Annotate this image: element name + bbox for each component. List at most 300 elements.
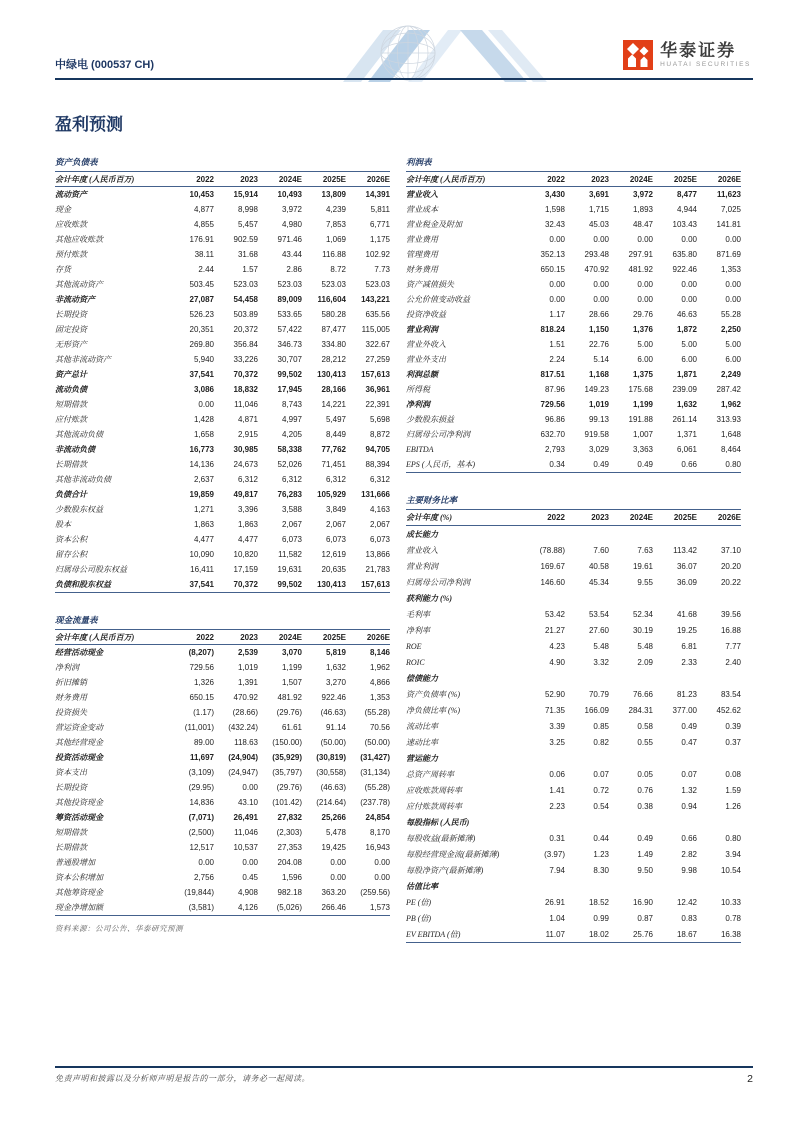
cell-value: 239.09 xyxy=(672,385,697,394)
cell-value: 149.23 xyxy=(584,385,609,394)
cell-value: 3,086 xyxy=(193,385,214,394)
cell-value: 7.60 xyxy=(593,545,609,555)
cell-value: 116.88 xyxy=(322,250,346,259)
cell-value: 1,648 xyxy=(720,430,741,439)
cell-value: 103.43 xyxy=(672,220,697,229)
cell-value: 0.45 xyxy=(242,873,258,882)
cell-value: 0.00 xyxy=(637,295,653,304)
cell-value: 1,175 xyxy=(369,235,390,244)
cell-value: 4,477 xyxy=(193,535,214,544)
brand-logo xyxy=(623,40,751,70)
cell-value: 0.58 xyxy=(637,721,653,731)
cell-value: 533.65 xyxy=(277,310,302,319)
row-label: 应收账款 xyxy=(55,220,87,229)
row-label: 所得税 xyxy=(406,385,430,394)
cell-value: 2,915 xyxy=(237,430,258,439)
cell-value: 0.00 xyxy=(593,235,609,244)
row-label: 估值比率 xyxy=(406,881,438,891)
table-row xyxy=(55,217,390,232)
cell-value: 43.10 xyxy=(237,798,258,807)
brand-subtitle: HUATAI SECURITIES xyxy=(660,60,751,68)
cell-value: (31,427) xyxy=(360,753,390,762)
cell-value: 28,166 xyxy=(321,385,346,394)
table-row xyxy=(406,926,741,942)
column-header-year: 2024E xyxy=(629,513,653,522)
cell-value: 30,985 xyxy=(233,445,258,454)
cell-value: 32.43 xyxy=(544,220,565,229)
income-statement-table xyxy=(406,157,741,473)
cell-value: 971.46 xyxy=(277,235,302,244)
cell-value: 18,832 xyxy=(233,385,258,394)
cell-value: 1,507 xyxy=(281,678,302,687)
cell-value: 313.93 xyxy=(716,415,741,424)
table-row xyxy=(55,705,390,720)
row-label: 每股收益(最新摊薄) xyxy=(406,833,476,843)
cell-value: 3,588 xyxy=(281,505,302,514)
cell-value: (29.76) xyxy=(276,708,302,717)
cell-value: 146.60 xyxy=(540,577,565,587)
cell-value: 0.00 xyxy=(549,295,565,304)
cell-value: 1,632 xyxy=(676,400,697,409)
table-row xyxy=(55,840,390,855)
cell-value: 16.90 xyxy=(632,897,653,907)
cell-value: 19,859 xyxy=(189,490,214,499)
table-row xyxy=(55,322,390,337)
cell-value: 96.86 xyxy=(544,415,565,424)
cell-value: 176.91 xyxy=(189,235,214,244)
row-label: 其他非流动资产 xyxy=(55,355,111,364)
cell-value: 8,872 xyxy=(369,430,390,439)
table-row xyxy=(406,277,741,292)
row-label: 其他筹资现金 xyxy=(55,888,103,897)
cell-value: (29.95) xyxy=(188,783,214,792)
cell-value: 3,430 xyxy=(544,190,565,199)
column-header-year: 2025E xyxy=(673,174,697,184)
table-row xyxy=(406,766,741,782)
cell-value: 523.03 xyxy=(321,280,346,289)
cell-value: 580.28 xyxy=(321,310,346,319)
column-header-year: 2025E xyxy=(673,513,697,522)
cell-value: 632.70 xyxy=(540,430,565,439)
row-label: 其他应收账款 xyxy=(55,235,103,244)
row-label: 资产总计 xyxy=(55,370,87,379)
row-label: PB (倍) xyxy=(406,913,432,923)
cell-value: 0.83 xyxy=(681,913,697,923)
cell-value: 5,478 xyxy=(325,828,346,837)
cell-value: 1,375 xyxy=(632,370,653,379)
cell-value: 729.56 xyxy=(540,400,565,409)
cell-value: (2,500) xyxy=(188,828,214,837)
cell-value: 8,743 xyxy=(281,400,302,409)
cell-value: 0.00 xyxy=(725,280,741,289)
cell-value: 1.59 xyxy=(725,785,741,795)
cell-value: 8,449 xyxy=(325,430,346,439)
cell-value: 20,372 xyxy=(233,325,258,334)
row-label: 营业费用 xyxy=(406,235,438,244)
cell-value: 1,391 xyxy=(237,678,258,687)
cell-value: 1,353 xyxy=(720,265,741,274)
cell-value: 113.42 xyxy=(673,545,697,555)
row-label: 投资活动现金 xyxy=(55,753,103,762)
column-header-label: 会计年度 (人民币百万) xyxy=(406,174,486,184)
cell-value: 8,477 xyxy=(676,190,697,199)
cell-value: (3,581) xyxy=(188,903,214,912)
cell-value: 19,425 xyxy=(321,843,346,852)
cell-value: 0.44 xyxy=(593,833,609,843)
table-row xyxy=(55,645,390,660)
cell-value: 6,312 xyxy=(369,475,390,484)
table-row xyxy=(55,337,390,352)
disclaimer-text: 免责声明和披露以及分析师声明是报告的一部分，请务必一起阅读。 xyxy=(55,1074,310,1083)
row-label: 长期借款 xyxy=(55,460,87,469)
cell-value: 0.00 xyxy=(330,858,346,867)
cell-value: 16,411 xyxy=(190,565,214,574)
cell-value: 45.34 xyxy=(588,577,609,587)
row-label: 管理费用 xyxy=(406,250,438,259)
cell-value: 6,073 xyxy=(369,535,390,544)
cell-value: 1,596 xyxy=(281,873,302,882)
column-header-year: 2023 xyxy=(240,632,258,642)
table-row xyxy=(55,690,390,705)
row-label: 其他经营现金 xyxy=(55,738,103,747)
cell-value: 729.56 xyxy=(189,663,214,672)
cell-value: 0.00 xyxy=(330,873,346,882)
row-label: 少数股东损益 xyxy=(406,415,454,424)
cell-value: (28.66) xyxy=(232,708,258,717)
cell-value: 6,073 xyxy=(325,535,346,544)
table-row xyxy=(55,855,390,870)
row-label: 总资产周转率 xyxy=(406,769,454,779)
row-label: 每股净资产(最新摊薄) xyxy=(406,865,484,875)
table-row xyxy=(406,217,741,232)
cell-value: 635.80 xyxy=(672,250,697,259)
cell-value: 0.80 xyxy=(725,460,741,469)
cell-value: 650.15 xyxy=(189,693,214,702)
cell-value: 4,126 xyxy=(237,903,258,912)
cell-value: 8.30 xyxy=(593,865,609,875)
cell-value: 1,962 xyxy=(720,400,741,409)
table-row xyxy=(55,472,390,487)
cell-value: 481.92 xyxy=(628,265,653,274)
cell-value: 470.92 xyxy=(584,265,609,274)
cell-value: 0.00 xyxy=(549,280,565,289)
cell-value: 46.63 xyxy=(676,310,697,319)
cell-value: 2.44 xyxy=(198,265,214,274)
table-row xyxy=(406,202,741,217)
table-row xyxy=(55,487,390,502)
cell-value: 7.94 xyxy=(549,865,565,875)
table-row xyxy=(406,322,741,337)
cell-value: (50.00) xyxy=(364,738,390,747)
right-column xyxy=(406,157,741,943)
cell-value: 3.39 xyxy=(549,721,565,731)
column-header-year: 2026E xyxy=(366,174,390,184)
huatai-logo-icon xyxy=(623,40,653,70)
row-label: 营业外收入 xyxy=(406,340,446,349)
cell-value: 0.38 xyxy=(637,801,653,811)
cell-value: 5,940 xyxy=(193,355,214,364)
column-header-year: 2025E xyxy=(322,632,346,642)
row-label: 其他投资现金 xyxy=(55,798,103,807)
cell-value: 1.17 xyxy=(549,310,565,319)
cell-value: 11,046 xyxy=(234,828,258,837)
cell-value: 21.27 xyxy=(544,625,565,635)
main-content xyxy=(55,110,741,943)
cell-value: 36,961 xyxy=(365,385,390,394)
cell-value: 81.23 xyxy=(676,689,697,699)
cell-value: 70,372 xyxy=(233,370,258,379)
table-row xyxy=(55,442,390,457)
cell-value: 0.94 xyxy=(681,801,697,811)
cell-value: 1,598 xyxy=(544,205,565,214)
cell-value: (1.17) xyxy=(193,708,214,717)
cell-value: 191.88 xyxy=(628,415,653,424)
table-row xyxy=(55,885,390,900)
table-row xyxy=(55,750,390,765)
cell-value: 55.28 xyxy=(720,310,741,319)
cell-value: 5.48 xyxy=(637,641,653,651)
cell-value: 16.38 xyxy=(720,929,741,939)
cell-value: 3,972 xyxy=(281,205,302,214)
row-label: 偿债能力 xyxy=(406,673,438,683)
table-row xyxy=(406,686,741,702)
cell-value: (78.88) xyxy=(539,545,565,555)
cell-value: (237.78) xyxy=(360,798,390,807)
cell-value: 0.54 xyxy=(593,801,609,811)
table-row xyxy=(406,782,741,798)
cell-value: 11.07 xyxy=(545,929,565,939)
table-row xyxy=(406,606,741,622)
row-label: 营业利润 xyxy=(406,561,438,571)
cell-value: 2.09 xyxy=(637,657,653,667)
cell-value: 70.79 xyxy=(588,689,609,699)
table-row xyxy=(406,187,741,202)
cell-value: (50.00) xyxy=(320,738,346,747)
cell-value: 1.23 xyxy=(593,849,609,859)
row-label: 营业收入 xyxy=(406,545,438,555)
cell-value: 89,009 xyxy=(277,295,302,304)
table-row xyxy=(55,577,390,592)
row-label: 资本公积增加 xyxy=(55,873,103,882)
cell-value: 1,168 xyxy=(588,370,609,379)
table-row xyxy=(55,367,390,382)
cell-value: 27.60 xyxy=(588,625,609,635)
cell-value: 5.00 xyxy=(725,340,741,349)
cell-value: 31.68 xyxy=(237,250,258,259)
cell-value: 0.47 xyxy=(681,737,697,747)
row-label: 长期投资 xyxy=(55,783,87,792)
cell-value: 1,199 xyxy=(281,663,302,672)
cell-value: 9.55 xyxy=(637,577,653,587)
column-header-year: 2024E xyxy=(278,174,302,184)
table-row xyxy=(55,202,390,217)
cell-value: 1,326 xyxy=(193,678,214,687)
cell-value: 76,283 xyxy=(277,490,302,499)
cell-value: 1,019 xyxy=(588,400,609,409)
cell-value: 4,997 xyxy=(281,415,302,424)
row-label: 净利润 xyxy=(55,663,79,672)
row-label: 筹资活动现金 xyxy=(55,813,103,822)
row-label: EPS (人民币，基本) xyxy=(406,460,476,469)
row-label: 股本 xyxy=(55,520,71,529)
table-row xyxy=(55,795,390,810)
cell-value: 0.87 xyxy=(637,913,653,923)
cell-value: 1,962 xyxy=(369,663,390,672)
column-header-year: 2023 xyxy=(591,174,609,184)
cell-value: (3.97) xyxy=(544,849,565,859)
cell-value: 0.37 xyxy=(725,737,741,747)
row-label: 获利能力 (%) xyxy=(406,593,452,603)
cell-value: 25,266 xyxy=(321,813,346,822)
cell-value: 39.56 xyxy=(720,609,741,619)
table-row xyxy=(55,232,390,247)
cell-value: 4,855 xyxy=(193,220,214,229)
cell-value: (8,207) xyxy=(188,648,214,657)
cell-value: 3,849 xyxy=(325,505,346,514)
row-label: 公允价值变动收益 xyxy=(406,295,470,304)
cell-value: 526.23 xyxy=(189,310,214,319)
cell-value: 52,026 xyxy=(277,460,302,469)
cell-value: 5.00 xyxy=(681,340,697,349)
cell-value: 0.06 xyxy=(549,769,565,779)
cell-value: (101.42) xyxy=(272,798,302,807)
cell-value: 2,250 xyxy=(720,325,741,334)
cell-value: 53.42 xyxy=(544,609,565,619)
cell-value: 10,493 xyxy=(277,190,302,199)
cell-value: 0.72 xyxy=(593,785,609,795)
cell-value: 0.00 xyxy=(681,235,697,244)
cell-value: 1,376 xyxy=(632,325,653,334)
cell-value: 22,391 xyxy=(365,400,390,409)
cell-value: 54,458 xyxy=(233,295,258,304)
cell-value: 266.46 xyxy=(321,903,346,912)
cell-value: 1,271 xyxy=(193,505,214,514)
cell-value: 0.08 xyxy=(725,769,741,779)
cell-value: 4,871 xyxy=(237,415,258,424)
cell-value: 11,623 xyxy=(716,190,741,199)
cash-flow-table xyxy=(55,615,390,916)
table-row xyxy=(406,367,741,382)
table-row xyxy=(55,870,390,885)
cell-value: 11,582 xyxy=(278,550,302,559)
cell-value: 334.80 xyxy=(321,340,346,349)
table-row xyxy=(406,542,741,558)
column-header-year: 2024E xyxy=(278,632,302,642)
table-row xyxy=(406,894,741,910)
table-row xyxy=(406,442,741,457)
section-row xyxy=(406,670,741,686)
cell-value: 157,613 xyxy=(361,580,390,589)
globe-watermark-icon xyxy=(288,24,578,82)
cell-value: 0.66 xyxy=(681,460,697,469)
row-label: 毛利率 xyxy=(406,609,430,619)
cell-value: 922.46 xyxy=(321,693,346,702)
row-label: 普通股增加 xyxy=(55,858,95,867)
cell-value: 16,773 xyxy=(189,445,214,454)
section-row xyxy=(406,526,741,542)
cell-value: 3.32 xyxy=(593,657,609,667)
table-row xyxy=(55,900,390,915)
cell-value: 102.92 xyxy=(365,250,390,259)
row-label: EV EBITDA (倍) xyxy=(406,929,461,939)
table-row xyxy=(55,562,390,577)
cell-value: 817.51 xyxy=(540,370,565,379)
cell-value: 0.00 xyxy=(549,235,565,244)
cell-value: 11,046 xyxy=(234,400,258,409)
column-header-year: 2026E xyxy=(366,632,390,642)
cell-value: 0.39 xyxy=(725,721,741,731)
table-row xyxy=(406,397,741,412)
row-label: ROE xyxy=(406,641,422,651)
table-row xyxy=(55,720,390,735)
cell-value: 10,090 xyxy=(189,550,214,559)
cell-value: 99.13 xyxy=(588,415,609,424)
footer-divider xyxy=(55,1066,753,1068)
cell-value: (30,558) xyxy=(316,768,346,777)
table-row xyxy=(406,337,741,352)
cell-value: 5.00 xyxy=(637,340,653,349)
cell-value: 2,756 xyxy=(193,873,214,882)
cell-value: 0.00 xyxy=(593,280,609,289)
row-label: 现金净增加额 xyxy=(55,903,103,912)
cell-value: 1,428 xyxy=(193,415,214,424)
cell-value: 4,877 xyxy=(193,205,214,214)
cell-value: 4,866 xyxy=(369,678,390,687)
row-label: 折旧摊销 xyxy=(55,678,87,687)
cell-value: 27,353 xyxy=(277,843,302,852)
cell-value: 261.14 xyxy=(672,415,697,424)
row-label: 非流动资产 xyxy=(55,295,95,304)
cell-value: (11,001) xyxy=(184,723,214,732)
table-row xyxy=(406,846,741,862)
row-label: 应付账款 xyxy=(55,415,87,424)
cell-value: 2.24 xyxy=(549,355,565,364)
cell-value: 49,817 xyxy=(233,490,258,499)
cell-value: 1.49 xyxy=(637,849,653,859)
row-label: 投资损失 xyxy=(55,708,87,717)
row-label: 利润总额 xyxy=(406,370,438,379)
cell-value: 1,658 xyxy=(193,430,214,439)
cell-value: 20.20 xyxy=(720,561,741,571)
cell-value: 7,025 xyxy=(720,205,741,214)
cell-value: 27,259 xyxy=(365,355,390,364)
cell-value: 5,497 xyxy=(325,415,346,424)
table-row xyxy=(55,675,390,690)
row-label: 财务费用 xyxy=(406,265,438,274)
cell-value: 0.34 xyxy=(549,460,565,469)
row-label: 营业成本 xyxy=(406,205,438,214)
cell-value: 0.55 xyxy=(637,737,653,747)
cell-value: 157,613 xyxy=(361,370,390,379)
cell-value: 58,338 xyxy=(277,445,302,454)
cell-value: 130,413 xyxy=(317,370,346,379)
cell-value: (19,844) xyxy=(184,888,214,897)
cell-value: 1,371 xyxy=(676,430,697,439)
row-label: 留存公积 xyxy=(55,550,87,559)
table-row xyxy=(55,457,390,472)
cell-value: 12,517 xyxy=(189,843,214,852)
cell-value: 87,477 xyxy=(321,325,346,334)
column-header-year: 2023 xyxy=(591,513,609,522)
cell-value: 0.80 xyxy=(725,833,741,843)
cell-value: 7,853 xyxy=(325,220,346,229)
cell-value: 0.00 xyxy=(374,858,390,867)
cell-value: 169.67 xyxy=(540,561,565,571)
cell-value: 4,205 xyxy=(281,430,302,439)
column-header-year: 2022 xyxy=(547,513,565,522)
cell-value: 0.49 xyxy=(593,460,609,469)
row-label: 资产负债率 (%) xyxy=(406,689,460,699)
